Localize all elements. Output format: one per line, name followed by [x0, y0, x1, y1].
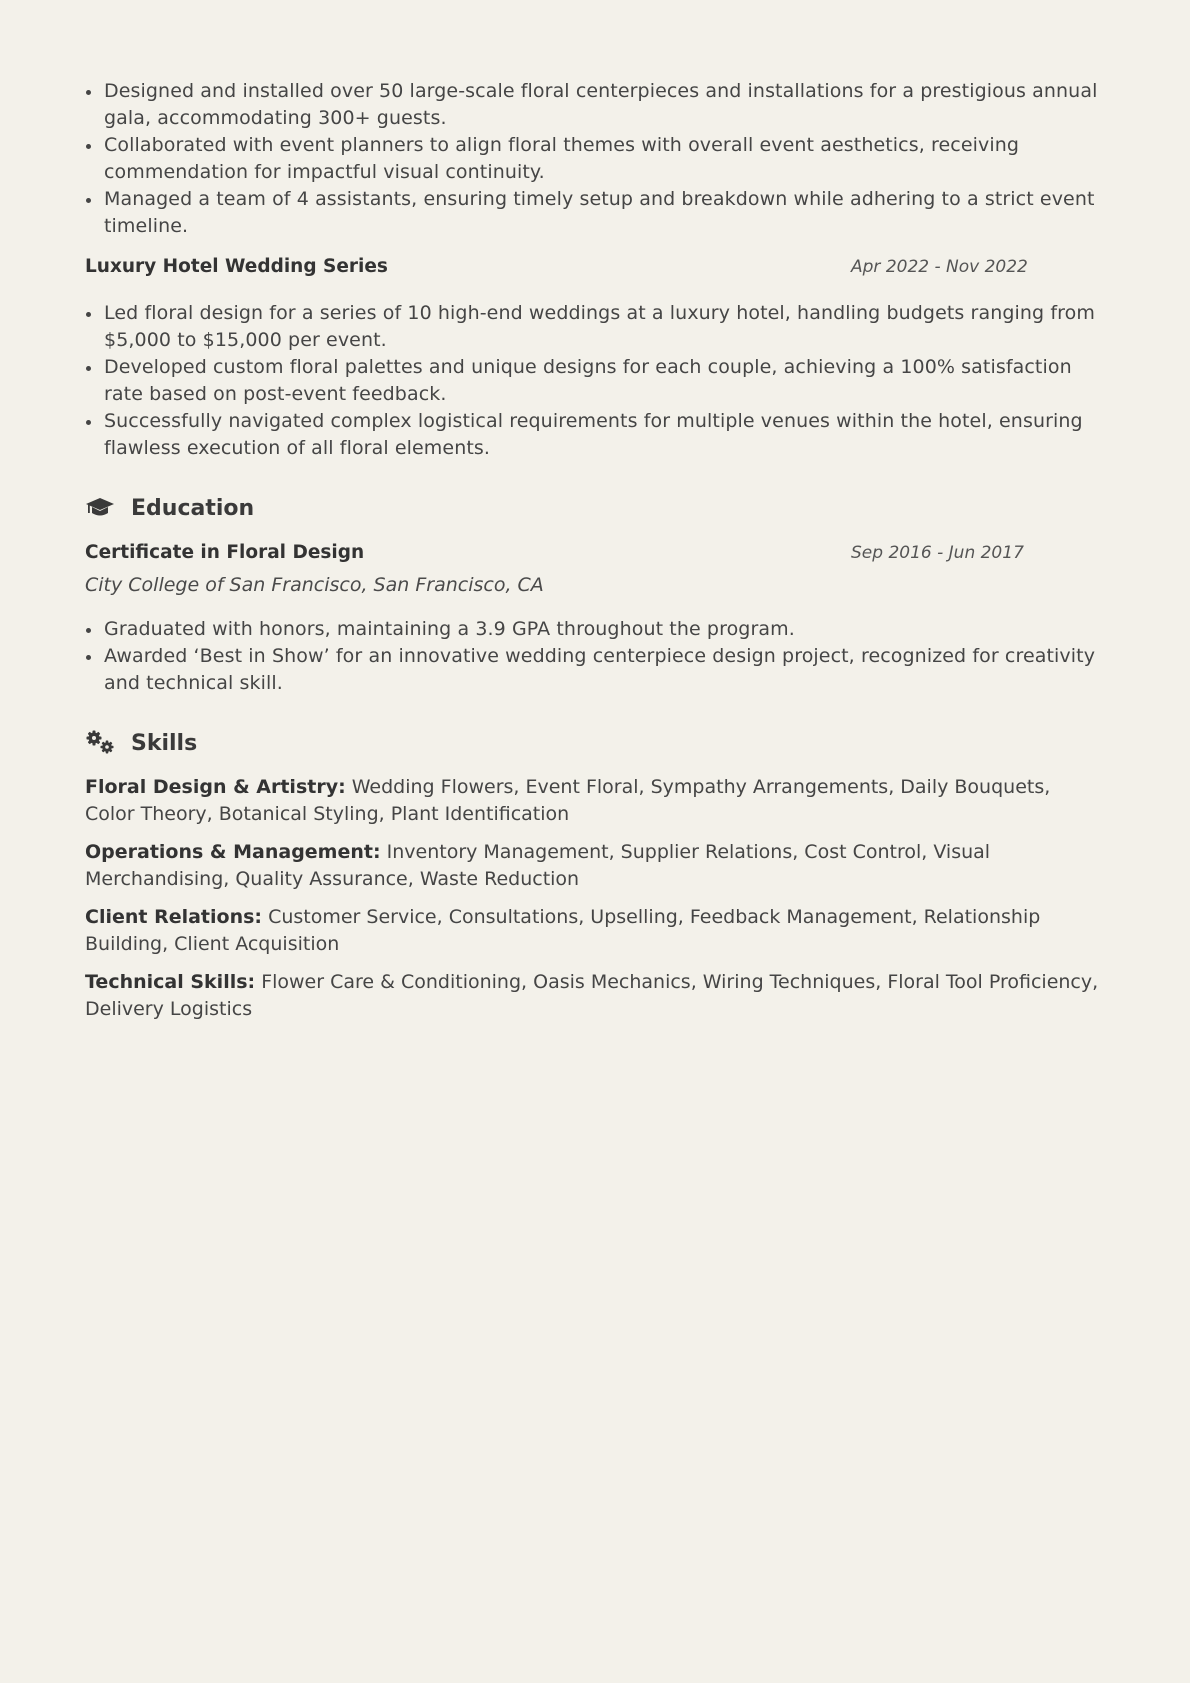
education-bullet-list	[85, 616, 1105, 697]
list-item: Led floral design for a series of 10 high-end weddings at a luxury hotel, handling budgets ranging from $5,000 to $15,000 per event.	[85, 300, 1105, 354]
skill-label: Technical Skills:	[85, 971, 256, 993]
entry-title: Certificate in Floral Design	[85, 542, 365, 563]
skill-row	[85, 969, 1105, 1023]
hotel-entry-header	[85, 252, 1105, 282]
list-item: Successfully navigated complex logistical requirements for multiple venues within the hotel, ensuring flawless execution of all floral elements.	[85, 408, 1105, 462]
gala-bullet-list	[85, 78, 1105, 240]
skill-value: Customer Service, Consultations, Upselling, Feedback Management, Relationship Building, Client Acquisition	[85, 906, 1041, 955]
list-item: Developed custom floral palettes and unique designs for each couple, achieving a 100% satisfaction rate based on post-event feedback.	[85, 354, 1105, 408]
gears-icon	[85, 730, 115, 756]
school-name: City College of San Francisco, San Francisco, CA	[85, 574, 544, 596]
skill-value: Wedding Flowers, Event Floral, Sympathy Arrangements, Daily Bouquets, Color Theory, Botanical Styling, Plant Identification	[85, 776, 1051, 825]
skill-label: Floral Design & Artistry:	[85, 776, 346, 798]
list-item: Graduated with honors, maintaining a 3.9 GPA throughout the program.	[85, 616, 1105, 643]
skill-label: Client Relations:	[85, 906, 263, 928]
list-item: Designed and installed over 50 large-scale floral centerpieces and installations for a prestigious annual gala, accommodating 300+ guests.	[85, 78, 1105, 132]
list-item: Awarded ‘Best in Show’ for an innovative wedding centerpiece design project, recognized for creativity and technical skill.	[85, 643, 1105, 697]
list-item: Collaborated with event planners to align floral themes with overall event aesthetics, receiving commendation for impactful visual continuity.	[85, 132, 1105, 186]
skill-row	[85, 774, 1105, 828]
skill-row	[85, 904, 1105, 958]
entry-title: Luxury Hotel Wedding Series	[85, 256, 388, 277]
hotel-bullet-list	[85, 300, 1105, 462]
skills-section-header	[85, 725, 1105, 761]
entry-date: Apr 2022 - Nov 2022	[851, 257, 1028, 277]
entry-date: Sep 2016 - Jun 2017	[851, 543, 1024, 563]
skill-value: Flower Care & Conditioning, Oasis Mechanics, Wiring Techniques, Floral Tool Proficiency, Delivery Logistics	[85, 971, 1099, 1020]
education-entry-header	[85, 538, 1105, 568]
list-item: Managed a team of 4 assistants, ensuring timely setup and breakdown while adhering to a strict event timeline.	[85, 186, 1105, 240]
skill-value: Inventory Management, Supplier Relations, Cost Control, Visual Merchandising, Quality Assurance, Waste Reduction	[85, 841, 991, 890]
skill-row	[85, 839, 1105, 893]
education-section-header	[85, 490, 1105, 526]
section-title: Skills	[131, 730, 198, 756]
section-title: Education	[131, 495, 255, 521]
skills-list	[85, 774, 1105, 1023]
skill-label: Operations & Management:	[85, 841, 381, 863]
graduation-cap-icon	[85, 495, 115, 521]
